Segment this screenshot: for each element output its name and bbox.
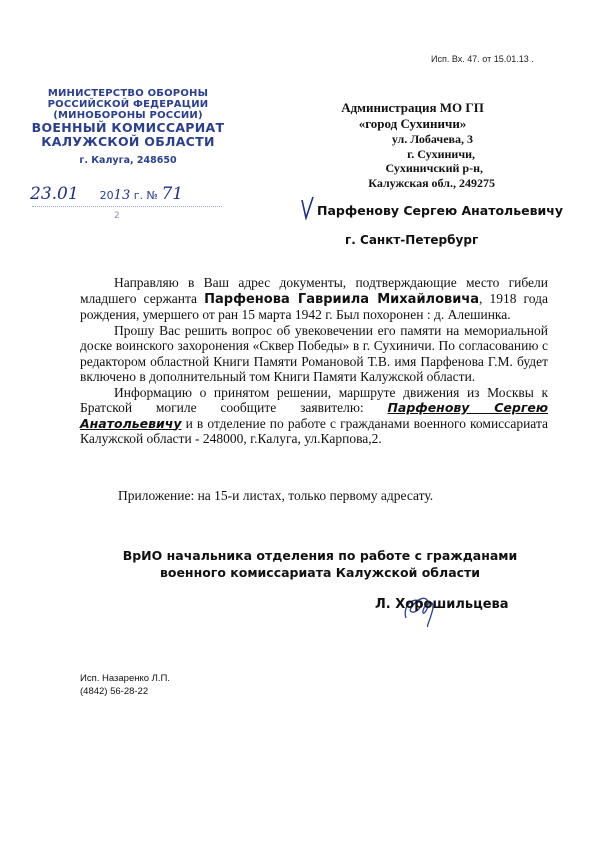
signer-name: Л. Хорошильцева (375, 597, 509, 612)
applicant-name: Парфенову Сергею Анатольевичу (80, 400, 548, 431)
stamp-line-city: г. Калуга, 248650 (79, 155, 177, 166)
stamp-date-line (30, 184, 240, 204)
stamp-line-abbrev: (МИНОБОРОНЫ РОССИИ) (53, 110, 203, 121)
recipient-city: г. Санкт-Петербург (345, 233, 479, 247)
year-prefix: 20 (99, 189, 114, 202)
executor-phone: (4842) 56-28-22 (80, 686, 149, 697)
paragraph-1 (80, 275, 548, 323)
handwritten-year: 13 (113, 188, 131, 203)
letter-body (80, 275, 548, 447)
handwritten-check-mark (300, 196, 314, 220)
stamp-sub-number: 2 (114, 211, 120, 221)
stamp-sub-line (32, 206, 222, 221)
recipient-name: Парфенову Сергею Анатольевичу (317, 203, 563, 218)
addressee-line-6: Калужская обл., 249275 (368, 175, 495, 190)
addressee-line-3: ул. Лобачева, 3 (391, 132, 473, 146)
addressee-line-4: г. Сухиничи, (407, 146, 475, 161)
stamp-line-federation: РОССИЙСКОЙ ФЕДЕРАЦИИ (47, 99, 209, 110)
addressee-line-5: Сухиничский р-н, (385, 161, 483, 175)
paragraph-3-text-a: Информацию о принятом решении, маршруте движения из Москвы к Братской могиле сообщите заявителю: (80, 384, 548, 415)
soldier-name: Парфенова Гавриила Михайловича (204, 291, 480, 307)
addressee-line-1: Администрация МО ГП (341, 100, 484, 115)
paragraph-2: Прошу Вас решить вопрос об увековечении его памяти на мемориальной доске воинского захоронения «Сквер Победы» в г. Сухиничи. По согласованию с редактором областной Книги Памяти Романовой Т.В. имя Парфенова Г.М. будет включено в дополнительный том Книги Памяти Калужской области. (80, 322, 548, 384)
addressee-line-2: «город Сухиничи» (358, 116, 467, 131)
signature-title-line-2: военного комиссариата Калужской области (159, 565, 481, 580)
paragraph-1-text-b: , 1918 года рождения, умершего от ран 15 марта 1942 г. Был похоронен : д. Алешинка. (80, 290, 548, 322)
stamp-line-commissariat: ВОЕННЫЙ КОМИССАРИАТ (31, 120, 225, 135)
ministry-stamp (18, 88, 238, 221)
addressee-block (330, 100, 495, 190)
incoming-reference: Исп. Вх. 47. от 15.01.13 . (431, 54, 534, 64)
handwritten-date: 23.01 (30, 184, 79, 204)
handwritten-number: 71 (161, 184, 184, 204)
paragraph-1-text-a: Направляю в Ваш адрес документы, подтверждающие место гибели младшего сержанта (80, 275, 548, 306)
executor-name: Исп. Назаренко Л.П. (80, 673, 171, 684)
signature-title-line-1: ВрИО начальника отделения по работе с гражданами (122, 548, 518, 563)
paragraph-3 (80, 385, 548, 447)
signature-title (120, 547, 520, 581)
stamp-line-region: КАЛУЖСКОЙ ОБЛАСТИ (41, 134, 215, 149)
number-label: г. № (133, 189, 158, 202)
paragraph-3-text-b: и в отделение по работе с гражданами военного комиссариата Калужской области - 248000, г.Калуга, ул.Карпова,2. (80, 415, 548, 446)
stamp-line-ministry: МИНИСТЕРСТВО ОБОРОНЫ (47, 88, 209, 99)
attachment-note: Приложение: на 15-и листах, только первому адресату. (118, 488, 434, 503)
executor-block (80, 672, 170, 698)
